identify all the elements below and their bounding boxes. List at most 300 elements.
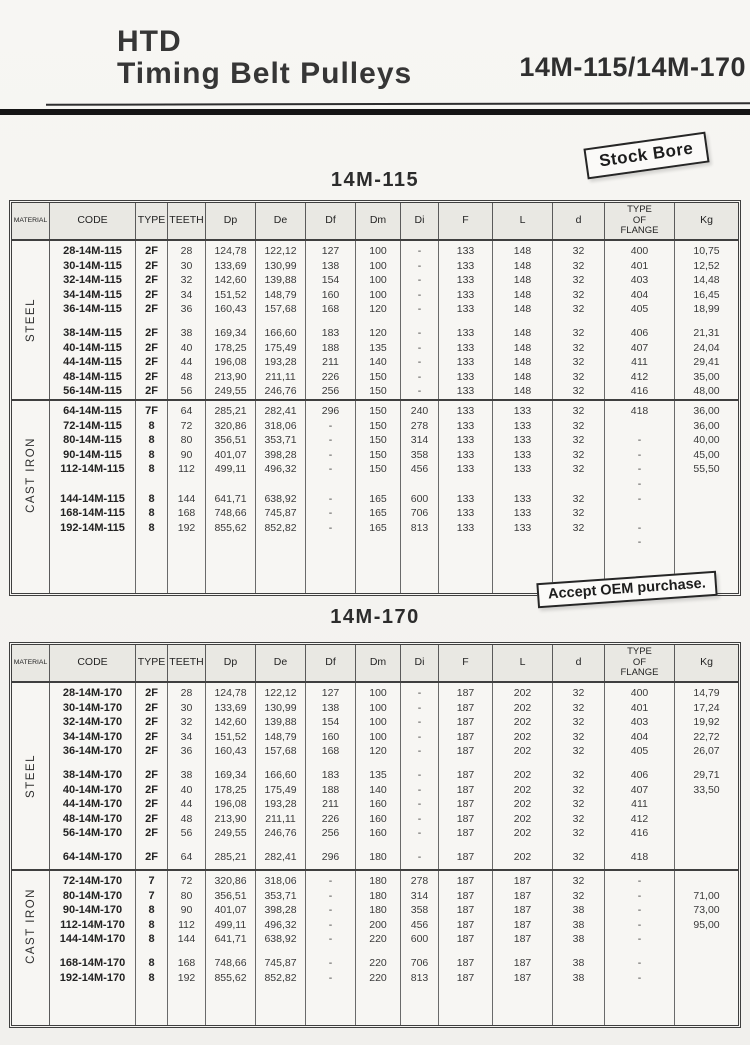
row-gap <box>675 759 738 768</box>
brand-line-1: HTD <box>117 25 182 58</box>
table-cell: 100 <box>369 245 387 257</box>
table-column <box>256 401 306 593</box>
table-column <box>439 683 493 869</box>
table-cell: 38 <box>572 904 585 917</box>
table-cell: 72 <box>180 875 193 887</box>
cell-code: 28-14M-115 <box>63 245 122 257</box>
table-cell: 748,66 <box>214 507 247 520</box>
table-cell: - <box>328 933 333 946</box>
table-14m-115 <box>9 200 741 596</box>
table-cell: 32 <box>572 463 585 476</box>
row-gap <box>553 841 604 850</box>
table-column <box>256 871 306 1025</box>
row-gap <box>356 841 400 850</box>
table-cell: 240 <box>410 405 429 417</box>
table-cell: 202 <box>513 768 532 781</box>
table-cell <box>439 477 492 492</box>
cell-code: 192-14M-170 <box>59 971 126 984</box>
cell-code: 44-14M-115 <box>63 356 122 369</box>
cell-code: 112-14M-115 <box>60 463 125 476</box>
table-cell: 416 <box>630 385 649 398</box>
table-cell: 100 <box>369 716 387 729</box>
row-gap <box>306 317 355 326</box>
table-column <box>206 241 256 399</box>
table-cell: 2F <box>145 245 158 257</box>
table-cell: 32 <box>572 768 585 781</box>
row-gap <box>553 759 604 768</box>
table-cell: 187 <box>456 918 475 931</box>
table-column <box>356 871 401 1025</box>
table-cell: 32 <box>572 716 585 729</box>
divider-thick-rule <box>0 109 750 115</box>
table-cell: - <box>328 889 333 902</box>
row-gap <box>401 317 438 326</box>
table-cell: 138 <box>321 701 340 714</box>
table-cell: 8 <box>148 448 155 461</box>
table-cell: - <box>417 341 422 354</box>
table-cell: 175,49 <box>264 341 297 354</box>
table-cell: 165 <box>369 521 387 534</box>
table-cell: 40,00 <box>693 434 720 447</box>
table-cell: 175,49 <box>264 783 297 796</box>
table-cell: 80 <box>180 434 193 447</box>
table-14m-170 <box>9 642 741 1028</box>
table-cell: 45,00 <box>693 448 720 461</box>
table-cell: 127 <box>321 245 340 257</box>
table-column <box>136 401 168 593</box>
table-cell: 7 <box>148 875 155 887</box>
column-header: CODE <box>50 203 136 239</box>
table-cell: 160,43 <box>214 745 247 758</box>
table-cell: 90 <box>180 904 193 917</box>
column-header: Df <box>306 203 356 239</box>
table-cell: 24,04 <box>693 341 720 354</box>
cell-code: 28-14M-170 <box>62 687 123 699</box>
cell-code: 36-14M-170 <box>62 745 123 758</box>
row-gap <box>50 947 135 956</box>
table-cell <box>675 506 738 521</box>
row-gap <box>493 317 552 326</box>
table-cell: 8 <box>148 933 155 946</box>
table-column <box>136 683 168 869</box>
row-gap <box>206 947 255 956</box>
table-cell: 202 <box>513 827 532 840</box>
table-cell <box>675 971 738 986</box>
column-header: L <box>493 645 553 681</box>
table-column <box>675 401 738 593</box>
table-cell: 180 <box>369 875 387 887</box>
table-cell: 187 <box>456 956 475 969</box>
table-cell: 148 <box>513 326 532 339</box>
brand-line-2: Timing Belt Pulleys <box>117 56 413 90</box>
model-range: 14M-115/14M-170 <box>519 52 746 82</box>
table-cell: 40 <box>180 783 193 796</box>
table-cell: 133 <box>513 492 532 505</box>
row-gap <box>439 759 492 768</box>
table-cell: 133 <box>456 326 475 339</box>
table-cell: 187 <box>456 904 475 917</box>
table-cell: 133 <box>513 521 532 534</box>
table-cell: 148 <box>513 303 532 316</box>
table-cell: 112 <box>178 918 195 931</box>
table-cell: 133 <box>513 419 532 432</box>
column-header: De <box>256 645 306 681</box>
table-cell: 36 <box>180 303 193 316</box>
table-cell: 8 <box>148 918 155 931</box>
table-cell: 202 <box>513 716 532 729</box>
table-cell <box>136 477 167 492</box>
table-cell: 285,21 <box>214 405 247 417</box>
table-cell: 456 <box>410 918 429 931</box>
table-cell <box>168 535 205 550</box>
table-column <box>675 683 738 869</box>
table-cell: 8 <box>148 492 155 505</box>
column-header: Df <box>306 645 356 681</box>
material-section <box>12 401 738 593</box>
table-cell: 745,87 <box>264 956 297 969</box>
table-column <box>50 683 136 869</box>
row-gap <box>306 759 355 768</box>
table-cell <box>553 477 604 492</box>
table-cell: 2F <box>145 783 158 796</box>
table-cell: 193,28 <box>264 798 297 811</box>
table-cell: 638,92 <box>264 933 297 946</box>
table-cell: 32 <box>572 288 585 301</box>
table-cell: 133 <box>456 370 475 383</box>
table-cell <box>401 477 438 492</box>
table-cell: 7 <box>148 889 155 902</box>
table-cell: 133 <box>513 405 532 417</box>
row-gap <box>206 317 255 326</box>
table-cell: 133 <box>456 385 475 398</box>
table-cell: 318,06 <box>264 419 297 432</box>
table-cell: 55,50 <box>693 463 720 476</box>
table-cell: 133 <box>456 448 475 461</box>
table-cell: 211 <box>322 798 339 811</box>
table-cell: 64 <box>180 405 193 417</box>
table-cell: 38 <box>572 918 585 931</box>
table-cell: 120 <box>369 326 387 339</box>
table-cell <box>675 826 738 841</box>
table-cell: 95,00 <box>693 918 720 931</box>
material-label: CAST IRON <box>24 888 37 964</box>
row-gap <box>605 947 674 956</box>
table-cell: - <box>417 687 422 699</box>
row-gap <box>439 841 492 850</box>
table-cell <box>401 535 438 550</box>
table-cell: 202 <box>513 701 532 714</box>
table-cell: - <box>417 274 422 287</box>
table-cell: 278 <box>410 875 429 887</box>
table-cell: 133 <box>456 356 475 369</box>
table-cell: 403 <box>630 716 649 729</box>
table-cell: 600 <box>410 933 429 946</box>
table-cell: - <box>417 768 422 781</box>
row-gap <box>168 841 205 850</box>
column-header: Kg <box>700 214 713 227</box>
cell-code: 64-14M-170 <box>62 850 123 863</box>
table-cell: - <box>328 956 333 969</box>
table-cell: 36,00 <box>693 419 720 432</box>
table-cell: 48 <box>180 812 193 825</box>
table-cell: 403 <box>630 274 649 287</box>
cell-code: 48-14M-170 <box>62 812 123 825</box>
table-cell: 28 <box>180 245 193 257</box>
table-cell: 133 <box>456 405 475 417</box>
table-cell: 169,34 <box>214 326 247 339</box>
table-cell: - <box>637 904 642 917</box>
table-cell: 7F <box>145 405 158 417</box>
table-cell: 187 <box>456 716 475 729</box>
table-cell: 19,92 <box>693 716 720 729</box>
table-column <box>439 241 493 399</box>
table-cell: 150 <box>369 448 387 461</box>
table-cell: 32 <box>572 521 585 534</box>
table-cell: 496,32 <box>264 463 297 476</box>
table-cell: 35,00 <box>693 370 720 383</box>
column-header: TYPE OF FLANGE <box>605 203 675 239</box>
table-cell: 187 <box>456 889 475 902</box>
table-cell: 2F <box>145 341 158 354</box>
material-section <box>12 241 738 401</box>
cell-code: 34-14M-115 <box>63 288 122 301</box>
cell-code: 34-14M-170 <box>62 730 123 743</box>
table-column <box>493 683 553 869</box>
table-cell: 499,11 <box>214 918 247 931</box>
table-cell: 282,41 <box>264 850 297 863</box>
table-cell: - <box>417 850 422 863</box>
table-cell: 160 <box>321 730 340 743</box>
table-column <box>553 683 605 869</box>
table-cell: 412 <box>630 812 649 825</box>
table-cell: 32 <box>572 434 585 447</box>
table-cell: - <box>417 730 422 743</box>
divider-thin-rule <box>46 102 750 105</box>
table-cell: 296 <box>321 850 340 863</box>
table-cell: 133 <box>513 448 532 461</box>
table-cell: 150 <box>369 419 387 432</box>
table-column <box>50 871 136 1025</box>
table-cell: 32 <box>572 850 585 863</box>
table-cell <box>675 477 738 492</box>
table-column <box>401 871 439 1025</box>
table-cell: 56 <box>180 385 193 398</box>
table-cell: 8 <box>148 507 155 520</box>
table-cell: 2F <box>145 701 158 714</box>
table-cell: - <box>417 827 422 840</box>
table-cell: 400 <box>630 245 649 257</box>
table-cell: 148 <box>513 245 532 257</box>
column-header: d <box>553 203 605 239</box>
table-cell: - <box>417 245 422 257</box>
table-cell: 32 <box>572 730 585 743</box>
cell-code: 168-14M-115 <box>60 507 125 520</box>
table-cell: 813 <box>410 971 429 984</box>
table-cell: 150 <box>369 463 387 476</box>
table-cell: 32 <box>572 687 585 699</box>
table-cell: 90 <box>180 448 193 461</box>
table-cell: 358 <box>410 448 429 461</box>
table-cell: 14,79 <box>693 687 720 699</box>
table-cell: 160,43 <box>214 303 247 316</box>
cell-code <box>50 477 135 492</box>
table-cell: 706 <box>410 507 429 520</box>
row-gap <box>356 947 400 956</box>
table-cell: 48,00 <box>693 385 720 398</box>
table-cell: 356,51 <box>214 889 247 902</box>
table-cell: 499,11 <box>214 463 247 476</box>
table-cell: 187 <box>456 850 475 863</box>
table-cell: - <box>417 288 422 301</box>
row-gap <box>168 317 205 326</box>
table-cell: 318,06 <box>264 875 297 887</box>
table-cell: 246,76 <box>264 827 297 840</box>
table-column <box>168 401 206 593</box>
table-cell: 249,55 <box>214 385 247 398</box>
table-cell: 32 <box>572 507 585 520</box>
table-cell: 855,62 <box>214 971 247 984</box>
row-gap <box>675 317 738 326</box>
table-cell: 16,45 <box>693 288 720 301</box>
table-cell: 148 <box>513 356 532 369</box>
table-cell: 187 <box>513 875 532 887</box>
table-cell: 100 <box>369 259 387 272</box>
table-cell: 213,90 <box>214 370 247 383</box>
table-cell: - <box>328 448 333 461</box>
table-cell: 187 <box>456 730 475 743</box>
table-cell: - <box>637 956 642 969</box>
table-cell: 202 <box>513 687 532 699</box>
table-cell: 8 <box>148 434 155 447</box>
table-cell: 133 <box>513 434 532 447</box>
table-cell: 21,31 <box>693 326 720 339</box>
table-cell <box>675 932 738 947</box>
table-cell: 148 <box>513 288 532 301</box>
table-cell: - <box>417 356 422 369</box>
table-cell: 2F <box>145 288 158 301</box>
table-cell: 144 <box>177 933 196 946</box>
table-cell: 140 <box>369 356 387 369</box>
table-cell: - <box>328 463 333 476</box>
cell-code: 40-14M-170 <box>62 783 123 796</box>
table-cell: 187 <box>513 918 532 931</box>
table-cell: 2F <box>145 798 158 811</box>
table-cell: 220 <box>369 956 387 969</box>
row-gap <box>493 841 552 850</box>
table-cell: - <box>417 259 422 272</box>
row-gap <box>605 759 674 768</box>
table-cell: 187 <box>456 745 475 758</box>
table-column <box>605 401 675 593</box>
table-cell: 296 <box>321 405 340 417</box>
table-cell: 406 <box>630 326 649 339</box>
table-cell: 40 <box>180 341 193 354</box>
table-cell: 2F <box>145 385 158 398</box>
row-gap <box>675 947 738 956</box>
row-gap <box>50 759 135 768</box>
table-cell: 168 <box>177 507 196 520</box>
table-cell: 157,68 <box>264 303 297 316</box>
table-cell: 187 <box>456 768 475 781</box>
table-cell: 246,76 <box>264 385 297 398</box>
table-cell: 168 <box>177 956 196 969</box>
row-gap <box>401 841 438 850</box>
table-cell <box>256 477 305 492</box>
column-header: De <box>256 203 306 239</box>
table-cell: 150 <box>369 385 387 398</box>
table-cell <box>675 850 738 865</box>
table-column <box>553 241 605 399</box>
table-cell: 353,71 <box>264 434 297 447</box>
table-cell: 2F <box>145 687 158 699</box>
table-cell: 36,00 <box>693 405 720 417</box>
column-header: Di <box>401 645 439 681</box>
table-cell: 745,87 <box>264 507 297 520</box>
table-cell: - <box>328 521 333 534</box>
table-cell: 32 <box>572 356 585 369</box>
table-cell: 34 <box>180 730 193 743</box>
table-cell: 14,48 <box>693 274 720 287</box>
table-cell: 187 <box>456 827 475 840</box>
table-cell: 169,34 <box>214 768 247 781</box>
table-cell: 133 <box>456 419 475 432</box>
table1-header-row <box>12 203 738 241</box>
table-cell: - <box>637 521 642 534</box>
row-gap <box>401 947 438 956</box>
table-cell: - <box>637 463 642 476</box>
table-cell: 404 <box>630 288 649 301</box>
table-cell: 188 <box>321 783 340 796</box>
table-cell: 12,52 <box>693 259 720 272</box>
row-gap <box>356 317 400 326</box>
table-cell: - <box>417 716 422 729</box>
table-cell: 278 <box>410 419 429 432</box>
table-cell: 180 <box>369 889 387 902</box>
table-cell: 356,51 <box>214 434 247 447</box>
table-cell: 226 <box>321 370 340 383</box>
table-cell: 8 <box>148 521 155 534</box>
table-cell: 30 <box>180 701 193 714</box>
row-gap <box>256 947 305 956</box>
table-cell: 600 <box>410 492 429 505</box>
table-cell: 154 <box>321 274 340 287</box>
column-header: TYPE <box>136 645 168 681</box>
table-cell: 133 <box>456 492 475 505</box>
row-gap <box>675 841 738 850</box>
table-cell: 133 <box>456 463 475 476</box>
table-cell: 8 <box>148 956 155 969</box>
table-cell: 133 <box>456 521 475 534</box>
table-cell <box>605 506 674 521</box>
table-cell: - <box>637 477 642 490</box>
row-gap <box>168 947 205 956</box>
table-cell: 320,86 <box>214 875 247 887</box>
cell-code: 192-14M-115 <box>60 521 125 534</box>
table-cell: 72 <box>180 419 193 432</box>
table-cell: 187 <box>456 783 475 796</box>
table-cell: 138 <box>321 259 340 272</box>
table-cell: 44 <box>180 356 193 369</box>
cell-code: 80-14M-170 <box>62 889 123 902</box>
row-gap <box>168 759 205 768</box>
table-cell: 202 <box>513 798 532 811</box>
table-cell: 220 <box>369 933 387 946</box>
cell-code: 72-14M-170 <box>62 875 123 887</box>
table-cell: 160 <box>369 798 387 811</box>
table-cell: 193,28 <box>264 356 297 369</box>
table-column <box>356 683 401 869</box>
cell-code: 56-14M-115 <box>63 385 122 398</box>
